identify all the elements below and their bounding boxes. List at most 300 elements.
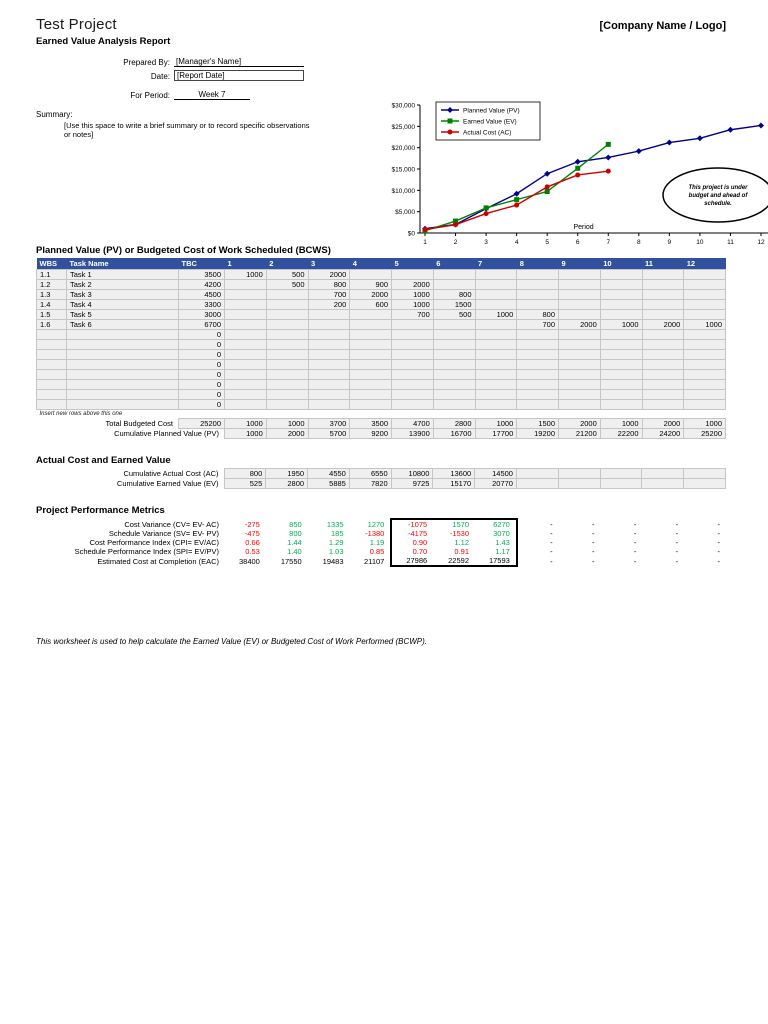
period-value-cell (350, 310, 392, 320)
metric-value-cell: 185 (331, 529, 344, 538)
cell (350, 330, 392, 340)
cumulative-pv-cell: 22200 (600, 429, 642, 439)
actual-value-cell (642, 469, 684, 479)
cell (308, 330, 350, 340)
empty-task-row (37, 340, 726, 350)
column-header: 4 (350, 258, 392, 270)
cell (559, 350, 601, 360)
svg-text:$20,000: $20,000 (391, 145, 415, 153)
period-value-cell (517, 290, 559, 300)
period-value-cell (475, 290, 517, 300)
period-value-cell (433, 270, 475, 280)
period-value-cell: 2000 (350, 290, 392, 300)
summary-label: Summary: (36, 110, 73, 119)
period-value-cell (600, 280, 642, 290)
prepared-by-row (84, 57, 344, 67)
metric-value-cell: 27986 (391, 556, 433, 566)
actual-value-cell: 6550 (349, 469, 391, 479)
cell (433, 390, 475, 400)
total-value-cell: 1000 (225, 419, 267, 429)
actual-value-cell: 20770 (475, 479, 517, 489)
date-row (84, 70, 344, 81)
wbs-cell: 1.4 (37, 300, 67, 310)
cell (684, 390, 726, 400)
metric-value-cell: - (550, 519, 553, 529)
period-value-cell (642, 300, 684, 310)
period-value-cell (475, 320, 517, 330)
cell (266, 400, 308, 410)
cell (350, 390, 392, 400)
cell (475, 340, 517, 350)
period-value-cell: 1000 (600, 320, 642, 330)
period-value-cell (225, 280, 267, 290)
metric-value-cell: 38400 (239, 556, 260, 566)
cell (600, 330, 642, 340)
empty-task-row (37, 360, 726, 370)
period-value-cell (308, 320, 350, 330)
task-name-cell: Task 5 (67, 310, 179, 320)
column-header: Task Name (67, 258, 179, 270)
cell (37, 400, 67, 410)
prepared-by-field[interactable]: [Manager's Name] (174, 57, 304, 67)
cell (475, 330, 517, 340)
period-value-cell (475, 270, 517, 280)
metric-value-cell: 1270 (367, 519, 385, 529)
period-value-cell (225, 290, 267, 300)
period-value-cell (642, 290, 684, 300)
cell (308, 390, 350, 400)
empty-task-row (37, 380, 726, 390)
period-value-cell: 1500 (433, 300, 475, 310)
empty-task-row (37, 390, 726, 400)
period-value-cell (600, 300, 642, 310)
cell (642, 390, 684, 400)
period-value-cell: 800 (433, 290, 475, 300)
cumulative-pv-cell: 1000 (225, 429, 267, 439)
empty-task-row (37, 330, 726, 340)
period-value-cell: 700 (392, 310, 434, 320)
period-value-cell (559, 300, 601, 310)
metric-value-cell: - (591, 547, 595, 556)
cell (559, 390, 601, 400)
cell (308, 400, 350, 410)
column-header: 3 (308, 258, 350, 270)
svg-text:Period: Period (573, 224, 594, 231)
cell (225, 400, 267, 410)
column-header: 2 (266, 258, 308, 270)
cell (392, 350, 434, 360)
actual-value-cell: 5885 (308, 479, 350, 489)
period-value-cell (642, 280, 684, 290)
metric-value-cell: 1.44 (287, 538, 302, 547)
actual-value-cell (642, 479, 684, 489)
period-value-cell (392, 320, 434, 330)
cell (600, 390, 642, 400)
column-header: 11 (642, 258, 684, 270)
svg-text:9: 9 (667, 239, 672, 246)
cell (684, 400, 726, 410)
summary-note-field[interactable]: [Use this space to write a brief summary or to record specific observations or notes] (64, 121, 310, 140)
period-value-cell: 800 (308, 280, 350, 290)
company-logo-placeholder: [Company Name / Logo] (599, 20, 726, 32)
metric-value-cell: 1.17 (475, 547, 517, 556)
task-row (37, 290, 726, 300)
period-value-cell (600, 310, 642, 320)
column-header: 1 (225, 258, 267, 270)
cell (392, 330, 434, 340)
task-row (37, 320, 726, 330)
period-value-cell (559, 280, 601, 290)
cell (433, 330, 475, 340)
actual-value-cell (684, 479, 726, 489)
cell (266, 330, 308, 340)
metric-label: Estimated Cost at Completion (EAC) (36, 556, 224, 566)
actual-table (36, 468, 726, 489)
pv-table-body (37, 270, 726, 439)
cell (433, 380, 475, 390)
cell (308, 340, 350, 350)
svg-text:$10,000: $10,000 (391, 187, 415, 195)
svg-text:This project is under: This project is under (688, 185, 748, 191)
metric-value-cell: - (550, 547, 553, 556)
cell (559, 360, 601, 370)
total-value-cell: 3700 (308, 419, 350, 429)
metric-value-cell: 1.12 (454, 538, 469, 547)
cell (642, 380, 684, 390)
cell (225, 340, 267, 350)
metric-value-cell: -1380 (365, 529, 385, 538)
actual-section (36, 455, 726, 489)
cell (684, 340, 726, 350)
empty-task-row (37, 350, 726, 360)
cell (684, 380, 726, 390)
metric-value-cell: - (717, 538, 720, 547)
tbc-cell: 4500 (179, 290, 225, 300)
period-value-cell: 500 (266, 280, 308, 290)
period-field[interactable]: Week 7 (174, 90, 250, 100)
cell (266, 350, 308, 360)
cell (392, 360, 434, 370)
cell (350, 340, 392, 350)
period-value-cell (225, 310, 267, 320)
metric-value-cell: -1075 (391, 519, 433, 529)
period-value-cell (266, 320, 308, 330)
period-value-cell (684, 270, 726, 280)
metric-value-cell: 1.19 (369, 538, 385, 547)
tbc-cell: 0 (179, 390, 225, 400)
period-value-cell (559, 290, 601, 300)
cell (37, 350, 67, 360)
wbs-cell: 1.5 (37, 310, 67, 320)
cell (517, 390, 559, 400)
svg-text:11: 11 (727, 239, 734, 246)
cell (642, 350, 684, 360)
period-value-cell (350, 320, 392, 330)
period-value-cell (392, 270, 434, 280)
cell (600, 380, 642, 390)
column-header: WBS (37, 258, 67, 270)
metric-value-cell: 21107 (364, 556, 385, 566)
cell (642, 360, 684, 370)
svg-text:$15,000: $15,000 (391, 166, 415, 174)
period-value-cell: 200 (308, 300, 350, 310)
svg-text:schedule.: schedule. (704, 201, 732, 207)
period-value-cell (600, 290, 642, 300)
task-row (37, 300, 726, 310)
period-value-cell: 600 (350, 300, 392, 310)
period-value-cell: 1000 (225, 270, 267, 280)
period-value-cell (517, 280, 559, 290)
cell (67, 340, 179, 350)
period-value-cell: 2000 (559, 320, 601, 330)
metric-value-cell: - (717, 519, 720, 529)
total-value-cell: 1000 (266, 419, 308, 429)
metric-value-cell: - (675, 547, 679, 556)
metric-value-cell: 0.91 (454, 547, 469, 556)
cell (433, 400, 475, 410)
cumulative-pv-cell: 16700 (433, 429, 475, 439)
total-row (37, 419, 726, 429)
svg-text:2: 2 (453, 239, 458, 246)
metric-value-cell: - (633, 529, 637, 538)
pv-section (36, 245, 726, 439)
cumulative-pv-cell: 19200 (517, 429, 559, 439)
metric-value-cell: 800 (289, 529, 302, 538)
cell (600, 350, 642, 360)
total-value-cell: 2000 (559, 419, 601, 429)
actual-value-cell: 10800 (391, 469, 433, 479)
metric-value-cell: 0.90 (391, 538, 433, 547)
column-header: 6 (433, 258, 475, 270)
metric-value-cell: - (717, 529, 720, 538)
period-value-cell: 2000 (308, 270, 350, 280)
tbc-cell: 3000 (179, 310, 225, 320)
tbc-cell: 6700 (179, 320, 225, 330)
svg-text:5: 5 (545, 239, 549, 246)
period-value-cell (433, 320, 475, 330)
total-label: Total Budgeted Cost (37, 419, 179, 429)
date-field[interactable]: [Report Date] (174, 70, 304, 81)
cell (392, 380, 434, 390)
task-row (37, 280, 726, 290)
tbc-cell: 0 (179, 340, 225, 350)
metric-value-cell: - (717, 556, 720, 566)
total-value-cell: 2000 (642, 419, 684, 429)
svg-text:4: 4 (514, 239, 519, 246)
actual-section-title: Actual Cost and Earned Value (36, 455, 171, 466)
svg-text:12: 12 (757, 239, 765, 246)
metric-value-cell: - (591, 519, 595, 529)
metric-row (36, 556, 726, 566)
total-value-cell: 1000 (475, 419, 517, 429)
metric-value-cell: 3070 (475, 529, 517, 538)
metric-row (36, 519, 726, 529)
cell (392, 400, 434, 410)
task-name-cell: Task 4 (67, 300, 179, 310)
period-value-cell (684, 280, 726, 290)
actual-value-cell: 15170 (433, 479, 475, 489)
metric-label: Schedule Variance (SV= EV- PV) (36, 529, 224, 538)
column-header: TBC (179, 258, 225, 270)
cell (67, 330, 179, 340)
cell (475, 390, 517, 400)
svg-text:8: 8 (637, 239, 641, 246)
cell (67, 380, 179, 390)
cell (266, 340, 308, 350)
ev-chart (374, 99, 768, 255)
actual-row (36, 469, 726, 479)
cell (475, 350, 517, 360)
period-value-cell (350, 270, 392, 280)
cell (600, 360, 642, 370)
task-name-cell: Task 1 (67, 270, 179, 280)
period-value-cell (684, 290, 726, 300)
task-name-cell: Task 2 (67, 280, 179, 290)
metric-value-cell: - (550, 556, 553, 566)
cell (475, 380, 517, 390)
cell (433, 350, 475, 360)
cell (517, 350, 559, 360)
cell (67, 390, 179, 400)
period-value-cell: 1000 (475, 310, 517, 320)
metric-value-cell: - (675, 519, 679, 529)
task-name-cell: Task 6 (67, 320, 179, 330)
cumulative-pv-label: Cumulative Planned Value (PV) (37, 429, 225, 439)
metric-value-cell: 1335 (326, 519, 344, 529)
report-subtitle: Earned Value Analysis Report (36, 36, 171, 47)
task-name-cell: Task 3 (67, 290, 179, 300)
period-value-cell: 1000 (392, 300, 434, 310)
cell (37, 390, 67, 400)
cell (600, 370, 642, 380)
metric-value-cell: - (591, 529, 595, 538)
period-value-cell: 500 (266, 270, 308, 280)
cell (225, 350, 267, 360)
empty-task-row (37, 400, 726, 410)
metric-value-cell: 1.40 (287, 547, 302, 556)
cell (517, 360, 559, 370)
pv-table-title: Planned Value (PV) or Budgeted Cost of Work Scheduled (BCWS) (36, 245, 331, 256)
cell (559, 340, 601, 350)
metric-value-cell: - (550, 538, 553, 547)
cell (266, 370, 308, 380)
metrics-table (36, 518, 726, 567)
metric-value-cell: - (550, 529, 553, 538)
actual-value-cell: 9725 (391, 479, 433, 489)
actual-value-cell (600, 469, 642, 479)
period-value-cell (684, 310, 726, 320)
cumulative-pv-row (37, 429, 726, 439)
cell (392, 340, 434, 350)
metric-value-cell: -275 (244, 519, 260, 529)
task-row (37, 270, 726, 280)
actual-value-cell: 525 (224, 479, 266, 489)
cell (600, 400, 642, 410)
metric-value-cell: 0.66 (245, 538, 260, 547)
cell (225, 370, 267, 380)
actual-value-cell (684, 469, 726, 479)
tbc-cell: 0 (179, 380, 225, 390)
cell (517, 380, 559, 390)
period-value-cell: 700 (308, 290, 350, 300)
total-value-cell: 1000 (684, 419, 726, 429)
total-value-cell: 2800 (433, 419, 475, 429)
cell (350, 400, 392, 410)
period-value-cell (600, 270, 642, 280)
period-value-cell: 1000 (684, 320, 726, 330)
actual-row (36, 479, 726, 489)
column-header: 10 (600, 258, 642, 270)
total-tbc-cell: 25200 (179, 419, 225, 429)
actual-value-cell (558, 479, 600, 489)
actual-value-cell (516, 479, 558, 489)
period-value-cell (225, 300, 267, 310)
cell (350, 360, 392, 370)
period-value-cell (308, 310, 350, 320)
cell (684, 330, 726, 340)
cell (37, 340, 67, 350)
cumulative-pv-cell: 9200 (350, 429, 392, 439)
metric-value-cell: 17550 (280, 556, 302, 566)
cell (37, 370, 67, 380)
empty-task-row (37, 370, 726, 380)
metric-value-cell: - (633, 556, 637, 566)
metric-value-cell: 1570 (433, 519, 475, 529)
cell (350, 380, 392, 390)
cell (475, 370, 517, 380)
cell (225, 360, 267, 370)
cell (684, 360, 726, 370)
metric-label: Schedule Performance Index (SPI= EV/PV) (36, 547, 224, 556)
svg-text:Actual Cost (AC): Actual Cost (AC) (463, 129, 512, 137)
period-value-cell (642, 310, 684, 320)
period-value-cell (559, 270, 601, 280)
cell (67, 360, 179, 370)
cell (37, 360, 67, 370)
period-value-cell: 500 (433, 310, 475, 320)
metric-value-cell: - (675, 538, 679, 547)
cell (225, 390, 267, 400)
metric-value-cell: - (633, 547, 637, 556)
metric-value-cell: 17593 (475, 556, 517, 566)
svg-text:Planned Value (PV): Planned Value (PV) (463, 107, 520, 115)
metric-value-cell: -4175 (391, 529, 433, 538)
period-value-cell: 2000 (642, 320, 684, 330)
task-row (37, 310, 726, 320)
metric-row (36, 529, 726, 538)
cell (433, 370, 475, 380)
column-header: 7 (475, 258, 517, 270)
svg-text:$30,000: $30,000 (391, 102, 415, 110)
svg-text:budget and ahead of: budget and ahead of (688, 193, 748, 199)
cell (642, 370, 684, 380)
period-value-cell (266, 300, 308, 310)
cumulative-pv-cell: 24200 (642, 429, 684, 439)
cell (475, 360, 517, 370)
cell (642, 330, 684, 340)
cell (37, 380, 67, 390)
actual-value-cell (558, 469, 600, 479)
cell (517, 370, 559, 380)
metric-value-cell: -1530 (449, 529, 469, 538)
tbc-cell: 0 (179, 350, 225, 360)
cumulative-pv-cell: 5700 (308, 429, 350, 439)
actual-value-cell: 2800 (266, 479, 308, 489)
cell (308, 370, 350, 380)
row-label: Cumulative Earned Value (EV) (36, 479, 224, 489)
row-label: Cumulative Actual Cost (AC) (36, 469, 224, 479)
metric-value-cell: - (675, 556, 679, 566)
